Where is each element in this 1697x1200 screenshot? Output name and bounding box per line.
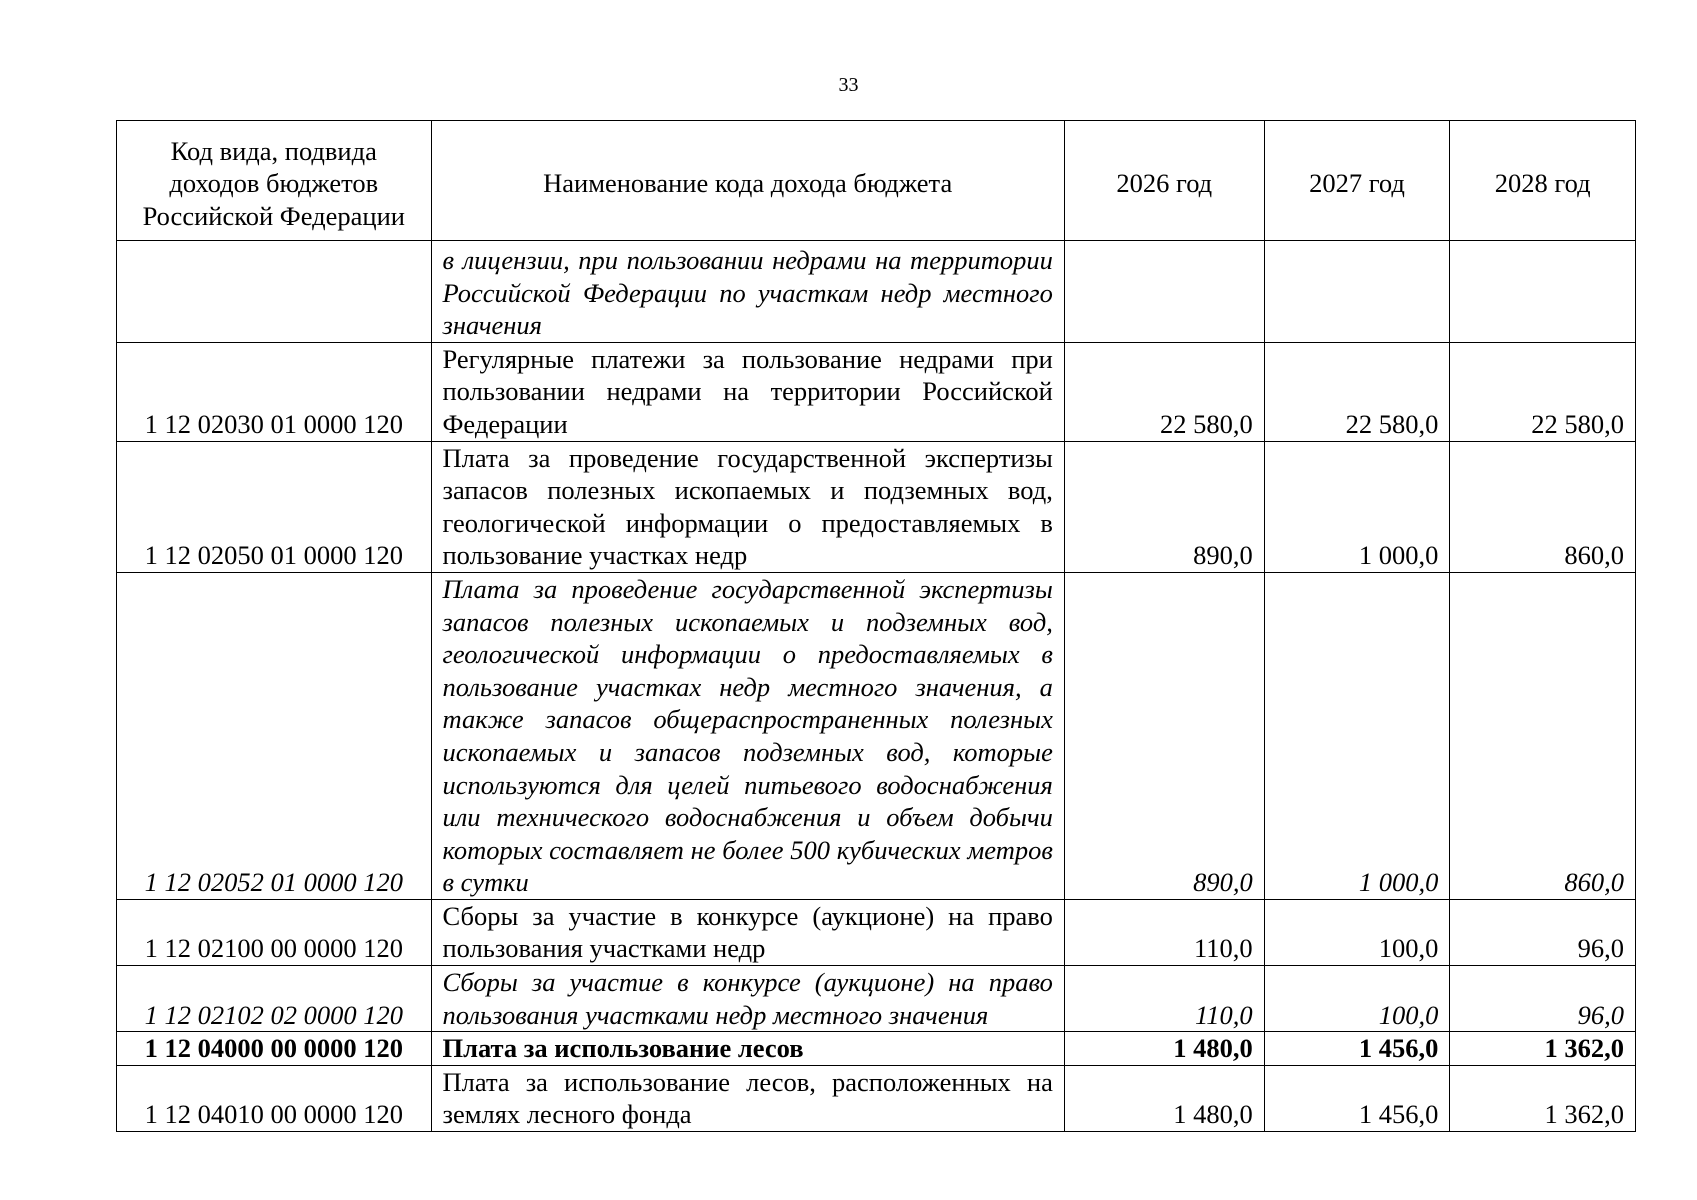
page-number: 33 bbox=[838, 74, 859, 96]
table-row bbox=[117, 572, 1636, 899]
row-2028: 860,0 bbox=[1450, 572, 1636, 899]
row-2028: 1 362,0 bbox=[1450, 1032, 1636, 1066]
row-2027: 1 456,0 bbox=[1264, 1065, 1450, 1131]
table-row bbox=[117, 899, 1636, 965]
row-name: Сборы за участие в конкурсе (аукционе) на право пользования участками недр bbox=[431, 899, 1064, 965]
row-2027 bbox=[1264, 241, 1450, 343]
row-name: Регулярные платежи за пользование недрами при пользовании недрами на территории Российской Федерации bbox=[431, 342, 1064, 441]
row-2027: 1 000,0 bbox=[1264, 441, 1450, 572]
table-row bbox=[117, 241, 1636, 343]
row-2026: 110,0 bbox=[1064, 966, 1264, 1032]
row-code: 1 12 02102 02 0000 120 bbox=[117, 966, 432, 1032]
row-2028: 860,0 bbox=[1450, 441, 1636, 572]
row-name: Сборы за участие в конкурсе (аукционе) на право пользования участками недр местного значения bbox=[431, 966, 1064, 1032]
row-2028: 22 580,0 bbox=[1450, 342, 1636, 441]
revenue-table bbox=[116, 120, 1636, 1132]
header-name: Наименование кода дохода бюджета bbox=[431, 121, 1064, 241]
row-2027: 1 000,0 bbox=[1264, 572, 1450, 899]
row-2028 bbox=[1450, 241, 1636, 343]
row-2028: 96,0 bbox=[1450, 966, 1636, 1032]
row-name: Плата за использование лесов, расположенных на землях лесного фонда bbox=[431, 1065, 1064, 1131]
header-2026: 2026 год bbox=[1064, 121, 1264, 241]
row-2026: 890,0 bbox=[1064, 572, 1264, 899]
row-2027: 1 456,0 bbox=[1264, 1032, 1450, 1066]
row-code: 1 12 02052 01 0000 120 bbox=[117, 572, 432, 899]
row-2028: 96,0 bbox=[1450, 899, 1636, 965]
row-code: 1 12 04000 00 0000 120 bbox=[117, 1032, 432, 1066]
table-row bbox=[117, 1032, 1636, 1066]
row-2027: 22 580,0 bbox=[1264, 342, 1450, 441]
row-2028: 1 362,0 bbox=[1450, 1065, 1636, 1131]
row-code: 1 12 02030 01 0000 120 bbox=[117, 342, 432, 441]
row-name: Плата за использование лесов bbox=[431, 1032, 1064, 1066]
table-row bbox=[117, 1065, 1636, 1131]
header-2028: 2028 год bbox=[1450, 121, 1636, 241]
header-2027: 2027 год bbox=[1264, 121, 1450, 241]
row-code: 1 12 04010 00 0000 120 bbox=[117, 1065, 432, 1131]
row-2026: 1 480,0 bbox=[1064, 1032, 1264, 1066]
row-2026: 22 580,0 bbox=[1064, 342, 1264, 441]
row-2026: 890,0 bbox=[1064, 441, 1264, 572]
row-2027: 100,0 bbox=[1264, 966, 1450, 1032]
row-2026 bbox=[1064, 241, 1264, 343]
row-2026: 1 480,0 bbox=[1064, 1065, 1264, 1131]
table-header-row bbox=[117, 121, 1636, 241]
row-code: 1 12 02100 00 0000 120 bbox=[117, 899, 432, 965]
row-name: Плата за проведение государственной экспертизы запасов полезных ископаемых и подземных вод, геологической информации о предоставляемых в пользование участках недр bbox=[431, 441, 1064, 572]
row-2026: 110,0 bbox=[1064, 899, 1264, 965]
row-code: 1 12 02050 01 0000 120 bbox=[117, 441, 432, 572]
row-name: в лицензии, при пользовании недрами на территории Российской Федерации по участкам недр местного значения bbox=[431, 241, 1064, 343]
header-code: Код вида, подвида доходов бюджетов Российской Федерации bbox=[117, 121, 432, 241]
row-2027: 100,0 bbox=[1264, 899, 1450, 965]
row-name: Плата за проведение государственной экспертизы запасов полезных ископаемых и подземных вод, геологической информации о предоставляемых в пользование участках недр местного значения, а также запасов общераспространенных полезных ископаемых и запасов подземных вод, которые используются для целей питьевого водоснабжения или технического водоснабжения и объем добычи которых составляет не более 500 кубических метров в сутки bbox=[431, 572, 1064, 899]
table-row bbox=[117, 441, 1636, 572]
table-row bbox=[117, 342, 1636, 441]
table-row bbox=[117, 966, 1636, 1032]
row-code bbox=[117, 241, 432, 343]
